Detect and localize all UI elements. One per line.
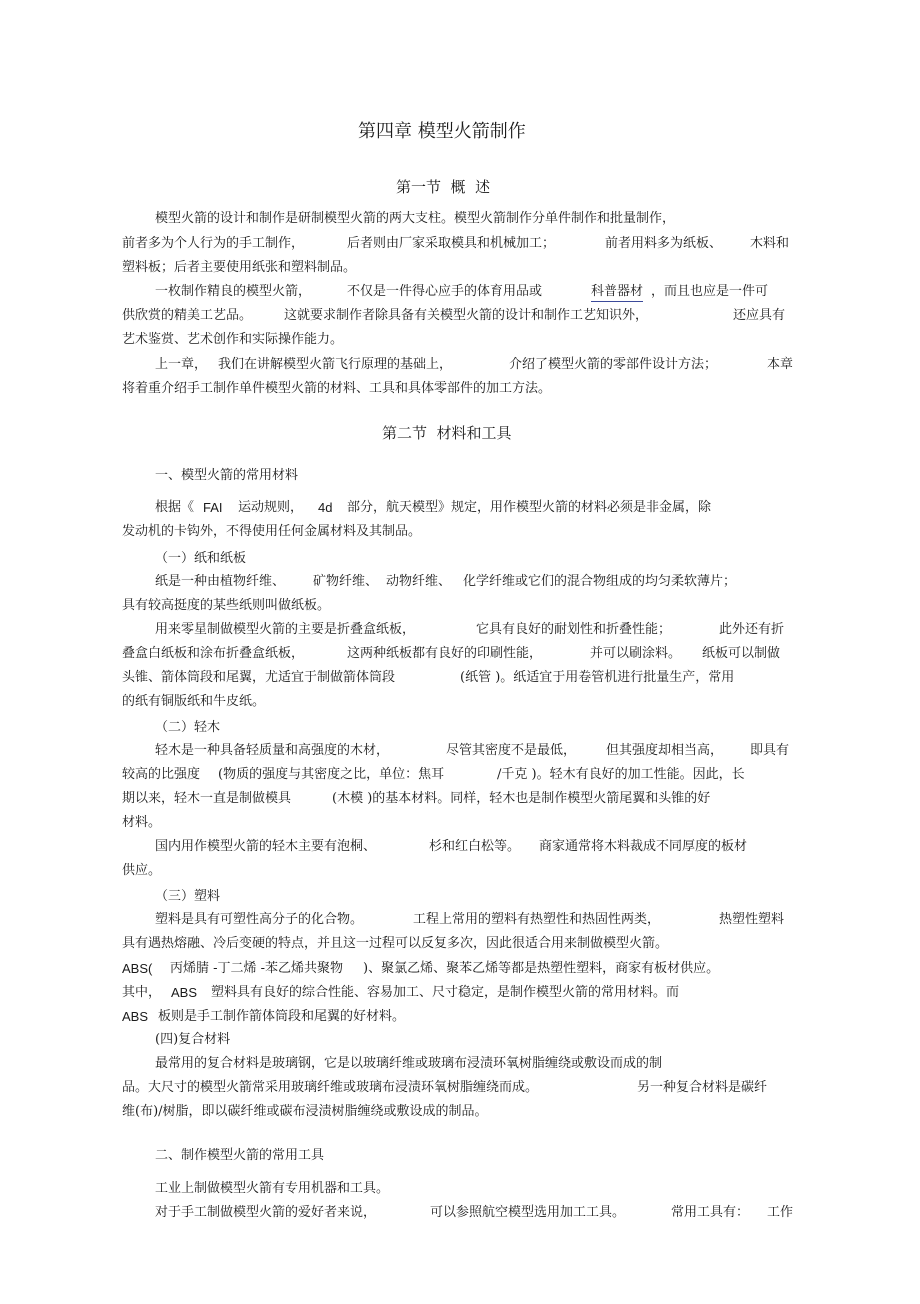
text-line: 较高的比强度 [122, 767, 201, 782]
text-line: 塑料具有良好的综合性能、容易加工、尺寸稳定，是制作模型火箭的常用材料。而 [211, 985, 680, 1000]
text-line: /千克 )。轻木有良好的加工性能。因此，长 [497, 767, 745, 782]
text-line: 介绍了模型火箭的零部件设计方法； [509, 357, 718, 372]
text-line: 用来零星制做模型火箭的主要是折叠盒纸板， [155, 622, 416, 637]
subsection-heading: 一、模型火箭的常用材料 [155, 468, 299, 483]
text-line: 具有较高挺度的某些纸则叫做纸板。 [122, 598, 331, 613]
subsection-heading: 二、制作模型火箭的常用工具 [155, 1148, 325, 1163]
text-line: 即具有 [750, 743, 790, 758]
text-line: 杉和红白松等。 [429, 839, 521, 854]
text-line: ABS [122, 1009, 149, 1024]
text-line: 塑料是具有可塑性高分子的化合物。 [155, 912, 364, 927]
text-line: 此外还有折 [719, 622, 785, 637]
text-line: 一枚制作精良的模型火箭， [155, 284, 312, 299]
text-line: 动物纤维、 [386, 574, 452, 589]
text-line: (纸管 )。纸适宜于用卷管机进行批量生产，常用 [460, 670, 735, 685]
text-line: 尽管其密度不是最低， [446, 743, 577, 758]
text-line: (木模 )的基本材料。同样，轻木也是制作模型火箭尾翼和头锥的好 [332, 791, 711, 806]
text-line: 这就要求制作者除具备有关模型火箭的设计和制作工艺知识外， [284, 308, 649, 323]
text-line: 根据《 [155, 500, 195, 515]
text-line: FAI [203, 500, 223, 515]
text-line: ABS [171, 985, 198, 1000]
text-line: 它具有良好的耐划性和折叠性能； [476, 622, 672, 637]
subsection-heading: （三）塑料 [155, 889, 221, 904]
text-line: 板则是手工制作箭体筒段和尾翼的好材料。 [158, 1009, 406, 1024]
text-line: 供欣赏的精美工艺品。 [122, 308, 253, 323]
text-line: 后者则由厂家采取模具和机械加工； [347, 236, 556, 251]
text-line: 最常用的复合材料是玻璃钢，它是以玻璃纤维或玻璃布浸渍环氧树脂缠绕或敷设而成的制 [155, 1056, 663, 1071]
text-line: 材料。 [122, 815, 162, 830]
text-line: 木料和 [750, 236, 790, 251]
text-line: 期以来，轻木一直是制做模具 [122, 791, 292, 806]
text-line: 常用工具有： [671, 1205, 750, 1220]
text-line: 头锥、箭体筒段和尾翼，尤适宜于制做箭体筒段 [122, 670, 396, 685]
text-line: 塑料板；后者主要使用纸张和塑料制品。 [122, 260, 357, 275]
text-line: 叠盒白纸板和涂布折叠盒纸板， [122, 646, 305, 661]
text-line: 另一种复合材料是碳纤 [637, 1080, 768, 1095]
subsection-heading: (四)复合材料 [155, 1032, 231, 1047]
text-line: 供应。 [122, 863, 162, 878]
text-line: 这两种纸板都有良好的印刷性能， [347, 646, 543, 661]
text-line: 不仅是一件得心应手的体育用品或 [347, 284, 543, 299]
text-line: ABS( [122, 961, 153, 976]
text-line: ，而且也应是一件可 [651, 284, 769, 299]
text-line: 对于手工制做模型火箭的爱好者来说， [155, 1205, 377, 1220]
text-line: 部分，航天模型》规定，用作模型火箭的材料必须是非金属，除 [347, 500, 712, 515]
link-popular-science-equipment[interactable]: 科普器材 [591, 284, 643, 302]
text-line: 发动机的卡钩外，不得使用任何金属材料及其制品。 [122, 524, 422, 539]
text-line: 工程上常用的塑料有热塑性和热固性两类， [413, 912, 661, 927]
text-line: )、聚氯乙烯、聚苯乙烯等都是热塑性塑料，商家有板材供应。 [363, 961, 720, 976]
text-line: 并可以刷涂料。 [590, 646, 682, 661]
subsection-heading: （一）纸和纸板 [155, 551, 247, 566]
text-line: 模型火箭的设计和制作是研制模型火箭的两大支柱。模型火箭制作分单件制作和批量制作， [155, 211, 676, 226]
text-line: 热塑性塑料 [719, 912, 785, 927]
text-line: 上一章， [155, 357, 208, 372]
subsection-heading: （二）轻木 [155, 720, 221, 735]
text-line: 前者用料多为纸板、 [605, 236, 723, 251]
text-line: 但其强度却相当高， [606, 743, 724, 758]
section-1-heading: 第一节 概 述 [396, 178, 491, 196]
text-line: 国内用作模型火箭的轻木主要有泡桐、 [155, 839, 377, 854]
text-line: 工业上制做模型火箭有专用机器和工具。 [155, 1181, 390, 1196]
text-line: 商家通常将木料裁成不同厚度的板材 [539, 839, 748, 854]
section-2-heading: 第二节 材料和工具 [382, 424, 512, 442]
text-line: 具有遇热熔融、冷后变硬的特点，并且这一过程可以反复多次，因此很适合用来制做模型火箭。 [122, 936, 669, 951]
text-line: 可以参照航空模型选用加工工具。 [430, 1205, 626, 1220]
text-line: 4d [318, 500, 333, 515]
text-line: 工作 [767, 1205, 794, 1220]
text-line: 纸板可以制做 [702, 646, 781, 661]
text-line: 轻木是一种具备轻质量和高强度的木材， [155, 743, 390, 758]
text-line: 化学纤维或它们的混合物组成的均匀柔软薄片； [463, 574, 737, 589]
text-line: 的纸有铜版纸和牛皮纸。 [122, 694, 266, 709]
text-line: 还应具有 [733, 308, 786, 323]
text-line: 我们在讲解模型火箭飞行原理的基础上， [218, 357, 453, 372]
text-line: 运动规则， [238, 500, 304, 515]
chapter-title: 第四章 模型火箭制作 [358, 121, 526, 142]
text-line: 纸是一种由植物纤维、 [155, 574, 286, 589]
text-line: 其中， [122, 985, 162, 1000]
text-line: 矿物纤维、 [313, 574, 379, 589]
text-line: 丙烯腈 -丁二烯 -苯乙烯共聚物 [170, 961, 344, 976]
text-line: 艺术鉴赏、艺术创作和实际操作能力。 [122, 332, 344, 347]
text-line: (物质的强度与其密度之比，单位：焦耳 [218, 767, 445, 782]
text-line: 将着重介绍手工制作单件模型火箭的材料、工具和具体零部件的加工方法。 [122, 381, 552, 396]
text-line: 维(布)/树脂，即以碳纤维或碳布浸渍树脂缠绕或敷设成的制品。 [122, 1104, 488, 1119]
text-line: 品。大尺寸的模型火箭常采用玻璃纤维或玻璃布浸渍环氧树脂缠绕而成。 [122, 1080, 539, 1095]
text-line: 前者多为个人行为的手工制作， [122, 236, 305, 251]
text-line: 本章 [767, 357, 794, 372]
